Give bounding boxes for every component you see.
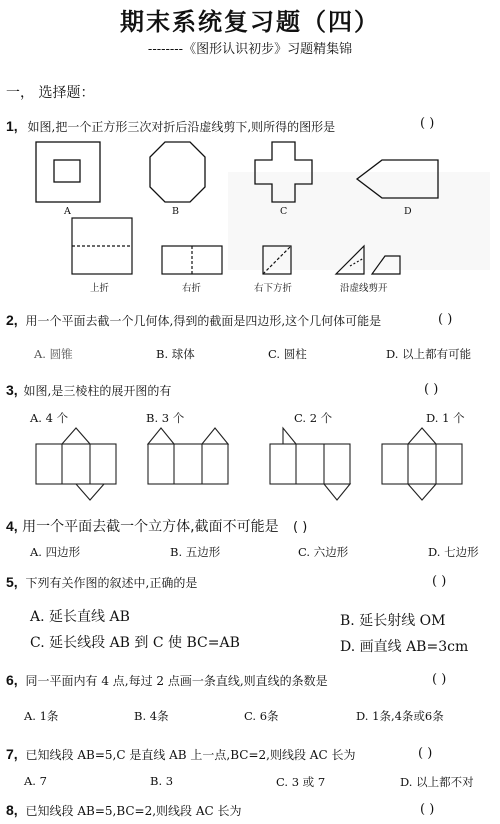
answer-paren: ( ) — [432, 672, 447, 687]
fold-step-1 — [72, 218, 132, 274]
fold-label-1: 上折 — [90, 283, 110, 294]
option-b: B. 3 — [150, 774, 174, 788]
option-a-label: A — [64, 206, 71, 217]
fold-step-4 — [336, 246, 400, 274]
question-number: 7, — [6, 746, 18, 762]
option-a: A. 1条 — [24, 709, 59, 723]
question-5 — [6, 574, 197, 591]
fold-label-4: 沿虚线剪开 — [340, 283, 388, 294]
fold-label-3: 右下方折 — [254, 283, 293, 294]
option-c: C. 圆柱 — [268, 347, 307, 361]
question-text: 下列有关作图的叙述中,正确的是 — [25, 576, 198, 590]
section-heading: 一， 选择题： — [6, 85, 95, 101]
option-b: B. 4条 — [134, 709, 169, 723]
question-text: 已知线段 AB=5,C 是直线 AB 上一点,BC=2,则线段 AC 长为 — [25, 748, 356, 762]
answer-paren: ( ) — [418, 746, 433, 761]
net-3 — [270, 428, 350, 500]
option-a: A. 4 个 — [30, 411, 69, 425]
option-c: C. 六边形 — [298, 545, 349, 559]
option-a: A. 7 — [24, 774, 47, 788]
option-c: C. 2 个 — [294, 411, 333, 425]
option-d: D. 七边形 — [428, 545, 479, 559]
shape-d — [357, 160, 438, 198]
fold-label-2: 右折 — [182, 283, 202, 294]
shape-a — [36, 142, 100, 202]
option-c: C. 3 或 7 — [276, 775, 326, 789]
answer-paren: ( ) — [424, 382, 439, 397]
option-b: B. 五边形 — [170, 545, 221, 559]
question-number: 5, — [6, 574, 18, 590]
answer-paren: ( ) — [420, 802, 435, 817]
question-4 — [6, 516, 307, 536]
page-title: 期末系统复习题（四） — [120, 8, 380, 36]
question-2 — [6, 312, 381, 329]
answer-paren: ( ) — [420, 116, 435, 131]
shape-b — [150, 142, 205, 202]
question-3 — [6, 382, 171, 399]
question-number: 1, — [6, 118, 18, 134]
question-text: 用一个平面去截一个立方体,截面不可能是 — [22, 519, 279, 535]
option-b: B. 3 个 — [146, 411, 185, 425]
page-subtitle: --------《图形认识初步》习题精集锦 — [147, 42, 353, 57]
option-d: D. 画直线 AB=3cm — [340, 639, 469, 655]
option-d-label: D — [404, 206, 412, 217]
option-d: D. 以上都不对 — [400, 775, 474, 789]
question-text: 已知线段 AB=5,BC=2,则线段 AC 长为 — [25, 804, 242, 818]
answer-paren: ( ) — [438, 312, 453, 327]
question-6 — [6, 672, 328, 689]
question-number: 3, — [6, 382, 18, 398]
question-text: 用一个平面去截一个几何体,得到的截面是四边形,这个几何体可能是 — [25, 314, 382, 328]
option-a: A. 延长直线 AB — [30, 609, 130, 625]
question-number: 8, — [6, 802, 18, 818]
question-number: 4, — [6, 518, 18, 534]
option-d: D. 1 个 — [426, 411, 465, 425]
answer-paren: ( ) — [293, 520, 308, 535]
option-a: A. 四边形 — [30, 545, 81, 559]
option-d: D. 以上都有可能 — [386, 347, 472, 361]
question-7 — [6, 746, 355, 763]
net-1 — [36, 428, 116, 500]
net-4 — [382, 428, 462, 500]
option-d: D. 1条,4条或6条 — [356, 709, 444, 723]
question-text: 如图,是三棱柱的展开图的有 — [23, 384, 172, 398]
option-a: A. 圆锥 — [34, 347, 73, 361]
fold-step-2 — [162, 246, 222, 274]
answer-paren: ( ) — [432, 574, 447, 589]
question-number: 2, — [6, 312, 18, 328]
option-b: B. 延长射线 OM — [340, 613, 446, 629]
option-c: C. 6条 — [244, 709, 279, 723]
question-number: 6, — [6, 672, 18, 688]
question-text: 如图,把一个正方形三次对折后沿虚线剪下,则所得的图形是 — [27, 120, 336, 134]
option-c: C. 延长线段 AB 到 C 使 BC=AB — [30, 635, 240, 651]
option-b-label: B — [172, 206, 179, 217]
shape-c — [255, 142, 312, 202]
fold-step-3 — [263, 246, 291, 274]
option-c-label: C — [280, 206, 288, 217]
question-8 — [6, 802, 242, 819]
net-2 — [148, 428, 228, 484]
question-text: 同一平面内有 4 点,每过 2 点画一条直线,则直线的条数是 — [25, 674, 328, 688]
option-b: B. 球体 — [156, 347, 195, 361]
